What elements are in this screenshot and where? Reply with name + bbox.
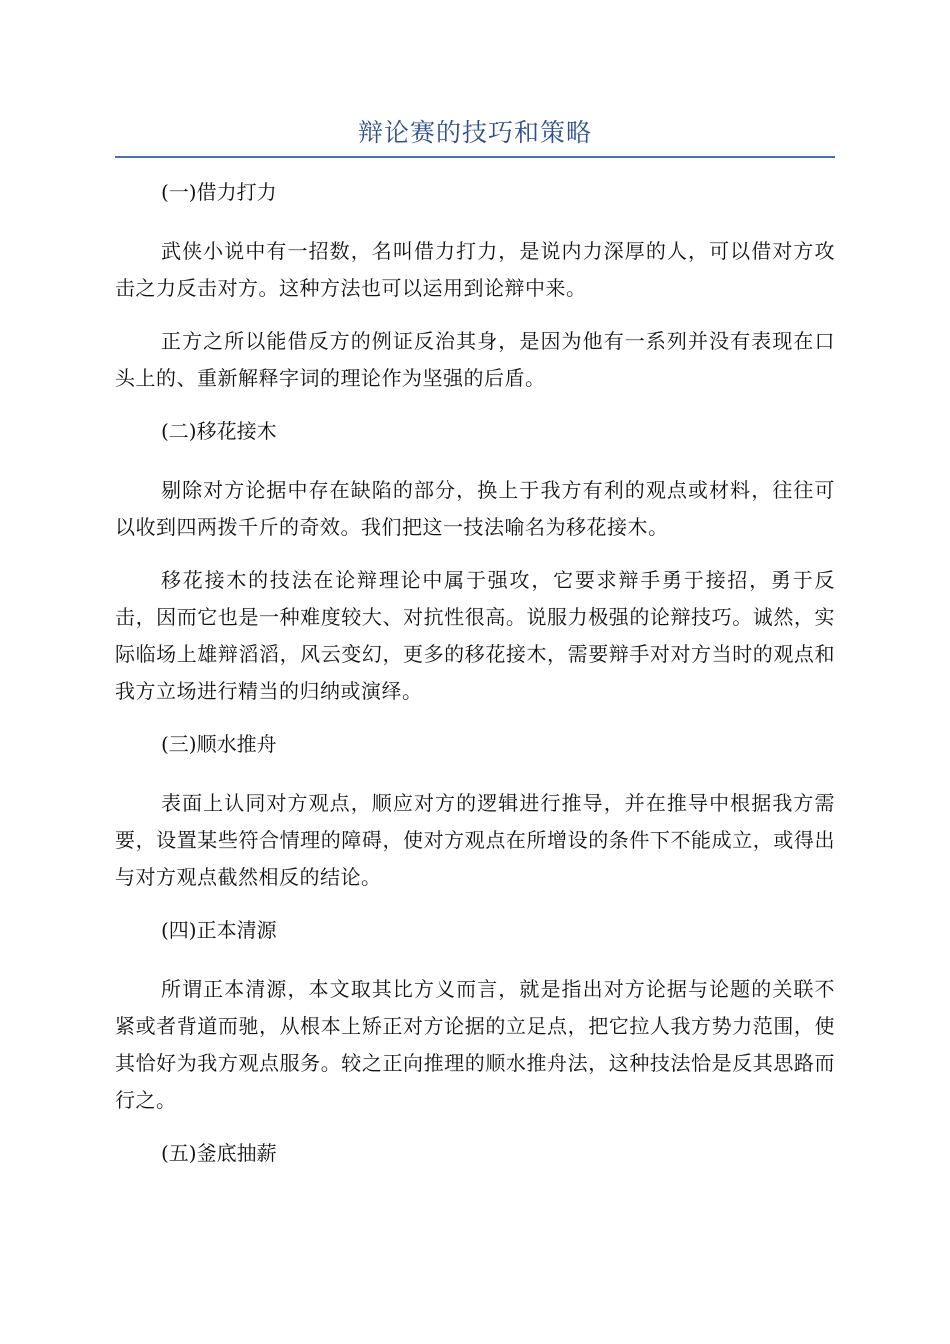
paragraph: 表面上认同对方观点，顺应对方的逻辑进行推导，并在推导中根据我方需要，设置某些符合情理的障碍，使对方观点在所增设的条件下不能成立，或得出与对方观点截然相反的结论。 (115, 791, 835, 889)
paragraph: 正方之所以能借反方的例证反治其身，是因为他有一系列并没有表现在口头上的、重新解释字词的理论作为坚强的后盾。 (115, 329, 835, 390)
section-heading: (一)借力打力 (161, 180, 277, 204)
document-title: 辩论赛的技巧和策略 (357, 118, 592, 147)
paragraph: 所谓正本清源，本文取其比方义而言，就是指出对方论据与论题的关联不紧或者背道而驰，从根本上矫正对方论据的立足点，把它拉人我方势力范围，使其恰好为我方观点服务。较之正向推理的顺水推舟法，这种技法恰是反其思路而行之。 (115, 977, 835, 1112)
section-1 (115, 174, 835, 397)
section-4 (115, 912, 835, 1119)
section-heading: (五)釜底抽薪 (161, 1141, 277, 1165)
section-heading: (三)顺水推舟 (161, 732, 277, 756)
section-5 (115, 1135, 835, 1172)
document-body (115, 174, 835, 1194)
paragraph: 移花接木的技法在论辩理论中属于强攻，它要求辩手勇于接招，勇于反击，因而它也是一种难度较大、对抗性很高。说服力极强的论辩技巧。诚然，实际临场上雄辩滔滔，风云变幻，更多的移花接木，需要辩手对对方当时的观点和我方立场进行精当的归纳或演绎。 (115, 568, 835, 703)
section-3 (115, 726, 835, 896)
section-heading: (二)移花接木 (161, 419, 277, 443)
section-2 (115, 413, 835, 710)
section-heading: (四)正本清源 (161, 918, 277, 942)
title-block (115, 110, 835, 158)
paragraph: 剔除对方论据中存在缺陷的部分，换上于我方有利的观点或材料，往往可以收到四两拨千斤的奇效。我们把这一技法喻名为移花接木。 (115, 478, 835, 539)
paragraph: 武侠小说中有一招数，名叫借力打力，是说内力深厚的人，可以借对方攻击之力反击对方。这种方法也可以运用到论辩中来。 (115, 239, 835, 300)
